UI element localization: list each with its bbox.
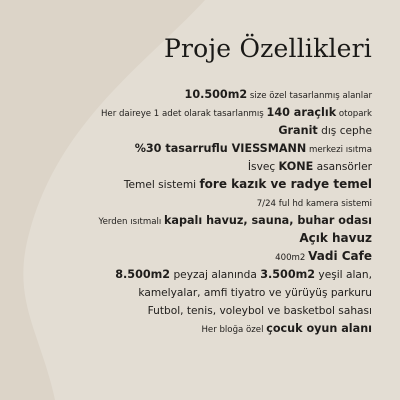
feature-text: asansörler — [313, 161, 372, 173]
feature-highlight: %30 tasarruflu VIESSMANN — [134, 142, 307, 155]
feature-item-parking — [52, 102, 372, 120]
feature-item-outdoor-pool — [52, 228, 372, 246]
feature-item-playground — [52, 318, 372, 336]
feature-item-elevators — [52, 156, 372, 174]
feature-text: Her bloğa özel — [201, 325, 267, 335]
feature-list — [52, 84, 372, 336]
feature-text: 7/24 ful hd kamera sistemi — [256, 199, 372, 209]
feature-item-heating — [52, 138, 372, 156]
feature-highlight: çocuk oyun alanı — [266, 322, 372, 335]
feature-item-indoor-pool — [52, 210, 372, 228]
feature-text: Yerden ısıtmalı — [98, 217, 164, 227]
feature-highlight: fore kazık ve radye temel — [199, 177, 372, 191]
feature-text: Her daireye 1 adet olarak tasarlanmış — [100, 109, 267, 119]
feature-highlight: KONE — [278, 160, 314, 173]
feature-highlight: 3.500m2 — [260, 268, 316, 281]
feature-highlight: 140 araçlık — [266, 106, 337, 119]
feature-item-landscape — [52, 264, 372, 282]
feature-item-amenities — [52, 282, 372, 300]
feature-item-sports — [52, 300, 372, 318]
feature-item-cafe — [52, 246, 372, 264]
feature-item-area — [52, 84, 372, 102]
feature-item-camera — [52, 192, 372, 210]
feature-text: otopark — [336, 109, 372, 119]
feature-text: dış cephe — [317, 125, 372, 137]
feature-text: İsveç — [247, 161, 279, 173]
page-title: Proje Özellikleri — [163, 34, 372, 63]
feature-text: peyzaj alanında — [170, 269, 261, 281]
feature-highlight: Granit — [278, 124, 318, 137]
feature-text: kamelyalar, amfi tiyatro ve yürüyüş parkuru — [138, 287, 372, 299]
feature-highlight: 10.500m2 — [184, 88, 248, 101]
feature-text: size özel tasarlanmış alanlar — [247, 91, 372, 101]
feature-highlight: 8.500m2 — [115, 268, 171, 281]
feature-item-foundation — [52, 174, 372, 192]
feature-item-facade — [52, 120, 372, 138]
feature-highlight: Açık havuz — [299, 231, 372, 245]
feature-text: yeşil alan, — [315, 269, 372, 281]
feature-text: Temel sistemi — [123, 179, 200, 191]
feature-highlight: kapalı havuz, sauna, buhar odası — [163, 214, 372, 227]
features-panel — [52, 34, 372, 336]
feature-text: Futbol, tenis, voleybol ve basketbol sahası — [147, 305, 372, 317]
feature-text: 400m2 — [275, 253, 309, 263]
feature-highlight: Vadi Cafe — [308, 249, 372, 263]
feature-text: merkezi ısıtma — [306, 145, 372, 155]
